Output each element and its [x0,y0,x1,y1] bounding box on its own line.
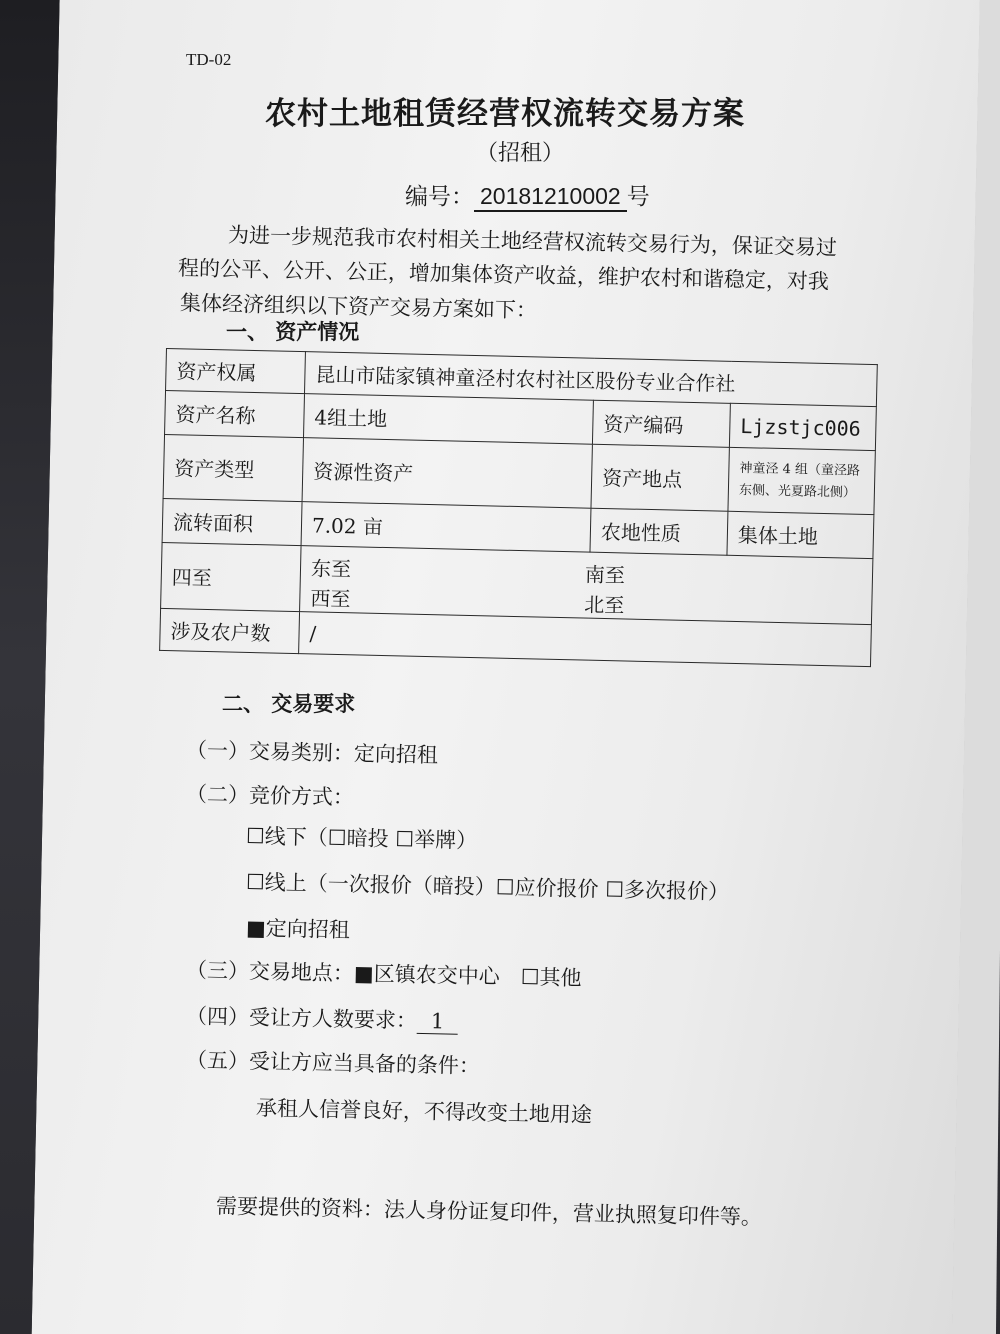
boundary-south: 南至 [584,562,626,587]
serial-number: 20181210002 [474,183,627,212]
serial-label: 编号： [405,184,474,210]
requirement-4-label: （四）受让方人数要求： [185,1004,418,1033]
intro-line-3: 集体经济组织以下资产交易方案如下： [179,291,538,323]
boundary-east: 东至 [310,555,352,581]
section-2-heading: 二、 交易要求 [222,692,356,716]
households-value: / [299,612,872,667]
boundary-label: 四至 [161,542,301,611]
name-value: 4组土地 [304,394,594,445]
location-line-1: 神童泾 4 组（童泾路 [739,460,861,479]
location-line-2: 东侧、光夏路北侧） [738,482,857,501]
code-value: Ljzstjc006 [729,403,876,450]
option-directed: ■定向招租 [245,916,351,943]
option-offline: ☐线下（☐暗投 ☐举牌） [245,824,478,853]
intro-line-2: 程的公平、公开、公正，增加集体资产收益，维护农村和谐稳定，对我 [177,256,830,294]
serial-line [405,178,650,212]
requirement-4-value: 1 [417,1009,459,1035]
requirement-3: （三）交易地点：■区镇农交中心 ☐其他 [185,958,582,991]
land-nature-label: 农地性质 [590,508,728,555]
boundary-north: 北至 [584,592,625,617]
area-value: 7.02 亩 [301,502,591,553]
type-value: 资源性资产 [302,438,592,509]
households-label: 涉及农户数 [160,608,300,653]
boundary-west: 西至 [310,585,351,611]
intro-line-1: 为进一步规范我市农村相关土地经营权流转交易行为，保证交易过 [227,223,838,260]
document-title: 农村土地租赁经营权流转交易方案 [265,96,745,132]
ownership-value: 昆山市陆家镇神童泾村农村社区股份专业合作社 [304,352,877,407]
requirement-5: （五）受让方应当具备的条件： [185,1048,481,1079]
requirement-2: （二）竞价方式： [185,782,355,810]
asset-table [159,348,878,667]
type-label: 资产类型 [163,434,303,501]
location-value [728,447,875,514]
requirement-4 [186,1000,459,1036]
option-online: ☐线上（一次报价（暗投）☐应价报价 ☐多次报价） [245,870,730,905]
materials-text: 需要提供的资料：法人身份证复印件，营业执照复印件等。 [215,1194,763,1230]
conditions-text: 承租人信誉良好，不得改变土地用途 [255,1096,593,1128]
land-nature-value: 集体土地 [727,511,874,558]
serial-suffix: 号 [626,184,650,210]
code-label: 资产编码 [592,400,730,447]
requirement-1: （一）交易类别：定向招租 [185,738,439,768]
document-code: TD-02 [186,50,232,69]
ownership-label: 资产权属 [166,349,306,394]
location-label: 资产地点 [591,444,729,511]
area-label: 流转面积 [162,498,302,545]
section-1-heading: 一、 资产情况 [226,320,360,344]
document-subtitle: （招租） [476,141,565,166]
name-label: 资产名称 [165,391,305,438]
